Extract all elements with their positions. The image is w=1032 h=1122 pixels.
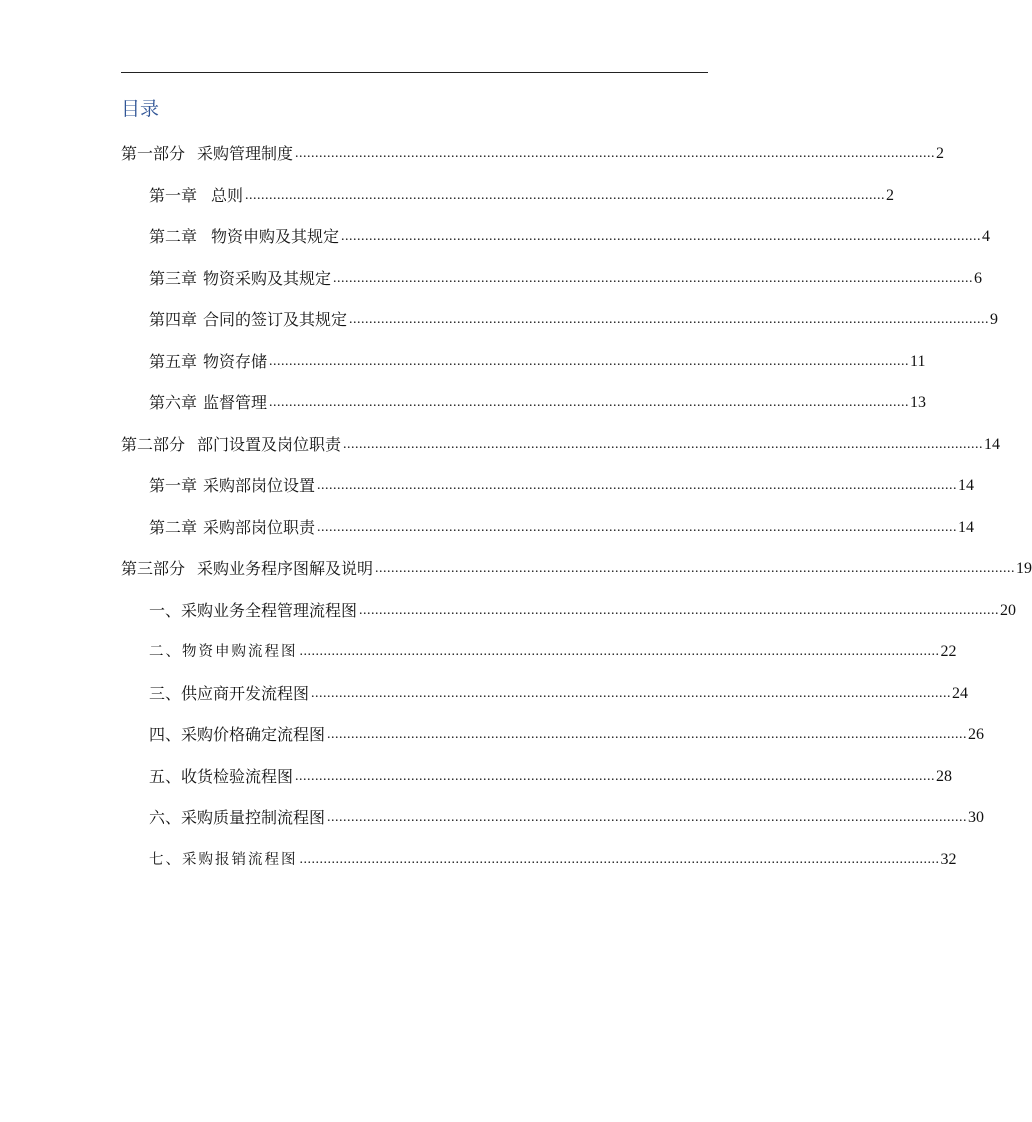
- toc-entry-label: 二、物资申购流程图: [149, 644, 298, 660]
- toc-entry-page: 4: [982, 228, 991, 245]
- toc-entry-page: 20: [1000, 602, 1017, 619]
- toc-leader: ................................................................................................................................................................: [299, 852, 940, 867]
- toc-entry[interactable]: [149, 306, 999, 330]
- toc-entry-number: 第二部分: [121, 435, 186, 454]
- toc-entry-label: 采购管理制度: [197, 144, 294, 163]
- toc-leader: ................................................................................................................................................................: [343, 437, 984, 452]
- toc-entry-page: 6: [974, 270, 983, 287]
- toc-leader: ................................................................................................................................................................: [295, 146, 936, 161]
- toc-entry[interactable]: [149, 763, 953, 787]
- toc-entry-page: 2: [936, 145, 945, 162]
- toc-entry-label: 物资申购及其规定: [211, 227, 340, 246]
- toc-entry-label: 一、采购业务全程管理流程图: [149, 601, 358, 620]
- toc-leader: ................................................................................................................................................................: [341, 229, 982, 244]
- toc-entry-label: 部门设置及岗位职责: [197, 435, 342, 454]
- toc-entry-page: 30: [968, 809, 985, 826]
- toc-entry-number: 第五章: [149, 352, 198, 371]
- toc-leader: ................................................................................................................................................................: [269, 395, 910, 410]
- toc-entry[interactable]: [149, 265, 983, 289]
- toc-leader: ................................................................................................................................................................: [327, 810, 968, 825]
- toc-entry-page: 9: [990, 311, 999, 328]
- toc-entry-page: 24: [952, 685, 969, 702]
- toc-leader: ................................................................................................................................................................: [299, 644, 940, 659]
- toc-entry-page: 19: [1016, 560, 1032, 577]
- toc-entry-label: 三、供应商开发流程图: [149, 684, 310, 703]
- toc-entry[interactable]: [149, 680, 969, 704]
- toc-leader: ................................................................................................................................................................: [269, 354, 910, 369]
- toc-leader: ................................................................................................................................................................: [317, 478, 958, 493]
- toc-entry-page: 13: [910, 394, 927, 411]
- toc-title: 目录: [121, 98, 160, 120]
- toc-entry[interactable]: [121, 555, 1032, 579]
- toc-entry-number: 第一部分: [121, 144, 186, 163]
- toc-entry-label: 监督管理: [203, 393, 268, 412]
- toc-entry-page: 2: [886, 187, 895, 204]
- toc-entry-page: 28: [936, 768, 953, 785]
- toc-entry-label: 物资采购及其规定: [203, 269, 332, 288]
- toc-entry-label: 五、收货检验流程图: [149, 767, 294, 786]
- toc-entry[interactable]: [149, 638, 957, 662]
- toc-leader: ................................................................................................................................................................: [327, 727, 968, 742]
- toc-entry-page: 14: [984, 436, 1001, 453]
- toc-entry-label: 七、采购报销流程图: [149, 852, 298, 868]
- header-rule: [121, 72, 708, 73]
- toc-entry[interactable]: [121, 140, 945, 164]
- toc-entry-label: 采购业务程序图解及说明: [197, 559, 374, 578]
- toc-entry-page: 26: [968, 726, 985, 743]
- toc-entry[interactable]: [149, 348, 926, 372]
- toc-entry-label: 采购部岗位设置: [203, 476, 316, 495]
- toc-entry-page: 14: [958, 519, 975, 536]
- toc-entry-page: 32: [940, 851, 957, 868]
- toc-entry-label: 合同的签订及其规定: [203, 310, 348, 329]
- toc-entry[interactable]: [149, 514, 975, 538]
- toc-entry[interactable]: [149, 182, 895, 206]
- toc-entry-number: 第六章: [149, 393, 198, 412]
- toc-entry-label: 采购部岗位职责: [203, 518, 316, 537]
- toc-leader: ................................................................................................................................................................: [333, 271, 974, 286]
- toc-entry-number: 第三章: [149, 269, 198, 288]
- toc-entry-page: 11: [910, 353, 926, 370]
- toc-entry-number: 第二章: [149, 518, 198, 537]
- toc-entry[interactable]: [149, 389, 927, 413]
- toc-entry-label: 物资存储: [203, 352, 268, 371]
- toc-entry[interactable]: [149, 597, 1017, 621]
- toc-leader: ................................................................................................................................................................: [349, 312, 990, 327]
- toc-leader: ................................................................................................................................................................: [245, 188, 886, 203]
- toc-entry-number: 第四章: [149, 310, 198, 329]
- toc-entry[interactable]: [149, 804, 985, 828]
- toc-leader: ................................................................................................................................................................: [295, 769, 936, 784]
- toc-entry-label: 总则: [211, 186, 244, 205]
- toc-leader: ................................................................................................................................................................: [375, 561, 1016, 576]
- toc-entry[interactable]: [121, 431, 1001, 455]
- toc-leader: ................................................................................................................................................................: [311, 686, 952, 701]
- toc-entry-label: 四、采购价格确定流程图: [149, 725, 326, 744]
- toc-leader: ................................................................................................................................................................: [317, 520, 958, 535]
- toc-entry[interactable]: [149, 721, 985, 745]
- toc-entry[interactable]: [149, 223, 991, 247]
- toc-leader: ................................................................................................................................................................: [359, 603, 1000, 618]
- toc-entry-number: 第一章: [149, 186, 198, 205]
- toc-entry-number: 第三部分: [121, 559, 186, 578]
- toc-entry-number: 第一章: [149, 476, 198, 495]
- toc-entry-label: 六、采购质量控制流程图: [149, 808, 326, 827]
- toc-entry-page: 22: [940, 643, 957, 660]
- toc-entry[interactable]: [149, 846, 957, 870]
- toc-entry[interactable]: [149, 472, 975, 496]
- toc-entry-page: 14: [958, 477, 975, 494]
- toc-entry-number: 第二章: [149, 227, 198, 246]
